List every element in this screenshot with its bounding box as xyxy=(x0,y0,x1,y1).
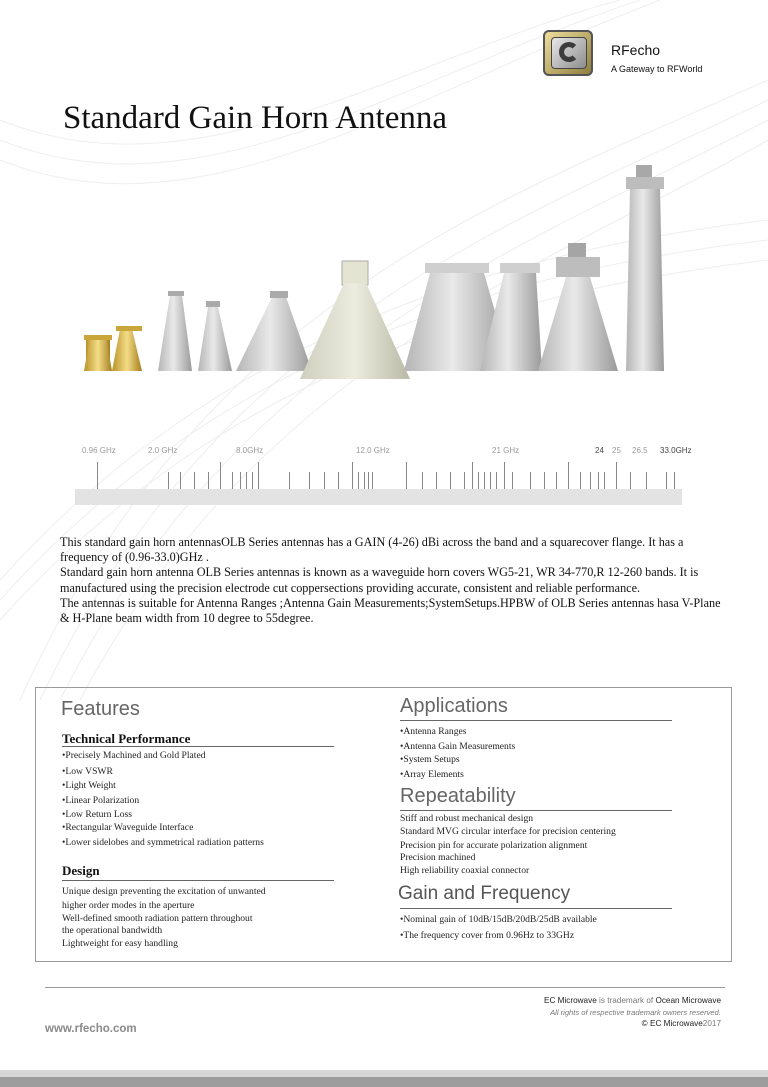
scale-label-3: 12.0 GHz xyxy=(356,446,390,455)
scale-tick xyxy=(544,472,545,489)
copyright-symbol: © xyxy=(641,1019,648,1028)
gain-frequency-rule xyxy=(400,908,672,909)
repeatability-title: Repeatability xyxy=(400,785,516,807)
scale-tick xyxy=(258,462,259,489)
scale-tick xyxy=(472,462,473,489)
scale-tick xyxy=(97,462,98,489)
scale-tick xyxy=(646,472,647,489)
scale-label-6: 25 xyxy=(612,446,621,455)
scale-tick xyxy=(240,472,241,489)
cream-horn-6 xyxy=(300,261,410,379)
scale-tick xyxy=(530,472,531,489)
frequency-scale xyxy=(60,440,700,510)
website-link[interactable]: www.rfecho.com xyxy=(45,1023,137,1035)
copyright-line xyxy=(642,1019,721,1028)
scale-tick xyxy=(358,472,359,489)
scale-tick xyxy=(484,472,485,489)
scale-tick xyxy=(464,472,465,489)
scale-label-0: 0.96 GHz xyxy=(82,446,116,455)
design-title: Design xyxy=(62,863,100,878)
scale-tick xyxy=(496,472,497,489)
repeatability-item: Stiff and robust mechanical design xyxy=(400,813,534,824)
trademark-brand: EC Microwave xyxy=(543,996,597,1005)
scale-tick xyxy=(364,472,365,489)
scale-tick xyxy=(324,472,325,489)
scale-tick xyxy=(450,472,451,489)
scale-tick xyxy=(289,472,290,489)
scale-tick xyxy=(372,472,373,489)
scale-tick xyxy=(220,462,221,489)
description-paragraph-3: The antennas is suitable for Antenna Ranges ;Antenna Gain Measurements;SystemSetups.HPBW of OLB Series antennas hasa V-Plane & H-Plane beam width from 10 degree to 55degree. xyxy=(60,595,721,626)
technical-performance-title: Technical Performance xyxy=(62,731,191,746)
applications-title: Applications xyxy=(400,695,508,717)
application-item: •Antenna Ranges xyxy=(400,726,467,737)
scale-tick xyxy=(168,472,169,489)
scale-label-5: 24 xyxy=(595,446,604,455)
scale-tick xyxy=(436,472,437,489)
technical-item: •Low VSWR xyxy=(62,766,113,777)
scale-tick xyxy=(180,472,181,489)
application-item: •Antenna Gain Measurements xyxy=(400,741,516,752)
scale-label-8: 33.0GHz xyxy=(660,446,692,455)
gray-horn-5 xyxy=(236,297,312,371)
scale-tick xyxy=(194,472,195,489)
scale-tick xyxy=(368,472,369,489)
scale-tick xyxy=(590,472,591,489)
technical-item: •Low Return Loss xyxy=(62,809,132,820)
description-paragraph-1: This standard gain horn antennasOLB Series antennas has a GAIN (4-26) dBi across the band and a squarecover flange. It has a frequency of (0.96-33.0)GHz . xyxy=(60,535,684,565)
repeatability-item: Standard MVG circular interface for precision centering xyxy=(400,826,616,837)
scale-tick xyxy=(556,472,557,489)
scale-tick xyxy=(674,472,675,489)
design-item: Unique design preventing the excitation of unwanted xyxy=(62,886,266,897)
scale-tick xyxy=(309,472,310,489)
gold-horn-2 xyxy=(112,326,142,371)
scale-tick xyxy=(504,462,505,489)
gray-horn-10 xyxy=(626,165,664,371)
repeatability-rule xyxy=(400,810,672,811)
footer-band-dark xyxy=(0,1077,768,1087)
gold-horn-1 xyxy=(84,335,112,371)
brand-tagline: A Gateway to RFWorld xyxy=(611,64,703,74)
technical-item: •Linear Polarization xyxy=(62,795,140,806)
technical-rule xyxy=(62,746,334,747)
gray-horn-3 xyxy=(158,295,192,371)
features-panel xyxy=(35,687,732,962)
application-item: •System Setups xyxy=(400,754,460,765)
design-item: Well-defined smooth radiation pattern throughout xyxy=(62,913,253,924)
design-item: higher order modes in the aperture xyxy=(62,900,195,911)
scale-label-4: 21 GHz xyxy=(492,446,520,455)
scale-tick xyxy=(246,472,247,489)
repeatability-item: Precision machined xyxy=(400,852,476,863)
horn-antennas-illustration xyxy=(60,165,700,380)
copyright-year: 2017 xyxy=(702,1019,721,1028)
scale-label-1: 2.0 GHz xyxy=(148,446,178,455)
design-rule xyxy=(62,880,334,881)
copyright-brand: EC Microwave xyxy=(650,1019,703,1028)
technical-item: •Light Weight xyxy=(62,780,116,791)
scale-tick xyxy=(406,462,407,489)
footer-rule xyxy=(45,987,725,988)
footer-band-light xyxy=(0,1070,768,1077)
gray-horn-9 xyxy=(538,243,618,371)
scale-tick xyxy=(616,462,617,489)
gain-frequency-item: •The frequency cover from 0.96Hz to 33GHz xyxy=(400,930,575,941)
product-description xyxy=(60,535,732,626)
logo-inner xyxy=(551,37,587,69)
scale-tick xyxy=(422,472,423,489)
trademark-line xyxy=(544,996,721,1005)
scale-tick xyxy=(352,462,353,489)
gain-frequency-title: Gain and Frequency xyxy=(398,883,571,904)
scale-label-2: 8.0GHz xyxy=(236,446,264,455)
scale-tick xyxy=(208,472,209,489)
scale-tick xyxy=(478,472,479,489)
gray-horn-4 xyxy=(198,307,232,371)
description-paragraph-2: Standard gain horn antenna OLB Series antennas is known as a waveguide horn covers WG5-21, WR 34-770,R 12-260 bands. It is manufactured using the precision electrode cut coppersections providing accurate, consistent and reliable performance. xyxy=(60,565,699,595)
logo-c-mark xyxy=(559,42,579,62)
brand-name: RFecho xyxy=(611,42,661,58)
design-item: Lightweight for easy handling xyxy=(62,938,178,949)
application-item: •Array Elements xyxy=(400,769,464,780)
features-title: Features xyxy=(61,698,140,720)
scale-tick xyxy=(580,472,581,489)
gain-frequency-item: •Nominal gain of 10dB/15dB/20dB/25dB available xyxy=(400,914,597,925)
repeatability-item: High reliability coaxial connector xyxy=(400,865,530,876)
repeatability-item: Precision pin for accurate polarization alignment xyxy=(400,840,588,851)
trademark-owner: Ocean Microwave xyxy=(655,996,721,1005)
technical-item: •Precisely Machined and Gold Plated xyxy=(62,750,206,761)
scale-tick xyxy=(604,472,605,489)
design-item: the operational bandwidth xyxy=(62,925,163,936)
rights-line: All rights of respective trademark owners reserved. xyxy=(550,1008,721,1017)
technical-item: •Rectangular Waveguide Interface xyxy=(62,822,194,833)
scale-tick xyxy=(512,472,513,489)
scale-tick xyxy=(338,472,339,489)
scale-tick xyxy=(666,472,667,489)
scale-tick xyxy=(232,472,233,489)
scale-tick xyxy=(598,472,599,489)
scale-tick xyxy=(568,462,569,489)
trademark-text: is trademark of xyxy=(596,996,656,1005)
page-title: Standard Gain Horn Antenna xyxy=(63,100,447,136)
scale-tick xyxy=(252,472,253,489)
scale-tick xyxy=(490,472,491,489)
scale-bar xyxy=(75,489,682,505)
applications-rule xyxy=(400,720,672,721)
rfecho-logo xyxy=(543,30,593,76)
technical-item: •Lower sidelobes and symmetrical radiation patterns xyxy=(62,837,264,848)
scale-label-7: 26.5 xyxy=(632,446,648,455)
scale-tick xyxy=(630,472,631,489)
